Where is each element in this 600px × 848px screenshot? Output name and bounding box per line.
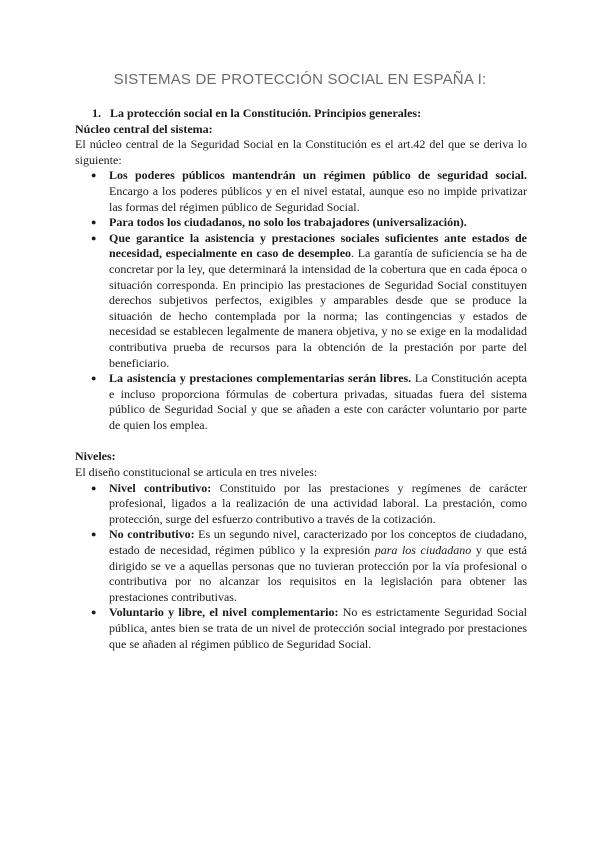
- bullet-icon: ●: [91, 170, 97, 181]
- list-item-text: . La garantía de suficiencia se ha de concretar por la ley, que determinará la intensidad de la cobertura que en cada época o situación corresponda. En principio las prestaciones de Seguridad Social constituyen derechos subjetivos perfectos, exigibles y amparables desde que se produce la situación de hecho contemplada por la norma; las contingencias y estados de necesidad se establecen legalmente de manera objetiva, y no se exige en la modalidad contributiva prueba de recursos para la obtención de la prestación por parte del beneficiario.: [109, 246, 527, 370]
- list-item-bold: Para todos los ciudadanos, no solo los trabajadores (universalización).: [109, 215, 467, 230]
- list-item-text: y que está dirigido se ve a aquellas personas que no tuvieran protección por la vía profesional o contributiva por no alcanzar los requisitos en la legislación para obtener las prestaciones contributivas.: [109, 543, 527, 604]
- list-item-text: Encargo a los poderes públicos y en el nivel estatal, aunque eso no impide privatizar las formas del régimen público de Seguridad Social.: [109, 183, 527, 214]
- levels-list: [75, 481, 527, 653]
- section-number: 1.: [92, 106, 101, 120]
- list-item-bold: La asistencia y prestaciones complementarias serán libres.: [109, 371, 412, 386]
- list-item-bold: Voluntario y libre, el nivel complementario:: [109, 605, 339, 620]
- list-item: [75, 168, 527, 215]
- bullet-icon: ●: [91, 217, 97, 228]
- bullet-icon: ●: [91, 529, 97, 540]
- spacer: [75, 433, 527, 449]
- list-item-text: Constituido por las prestaciones y regímenes de carácter profesional, ligados a la realización de una actividad laboral. La prestación, como protección, surge del esfuerzo contributivo a través de la cotización.: [109, 480, 527, 526]
- bullet-icon: ●: [91, 607, 97, 618]
- list-item: [75, 231, 527, 371]
- document-title: SISTEMAS DE PROTECCIÓN SOCIAL EN ESPAÑA I:: [113, 71, 487, 88]
- list-item-text: No es estrictamente Seguridad Social pública, antes bien se trata de un nivel de protección social integrado por prestaciones que se añaden al régimen público de Seguridad Social.: [109, 605, 527, 651]
- bullet-icon: ●: [91, 482, 97, 493]
- subheading-nucleo: Núcleo central del sistema:: [75, 121, 213, 136]
- list-item-text: La Constitución acepta e incluso proporciona fórmulas de cobertura privadas, situadas fuera del sistema público de Seguridad Social y que se añaden a este con carácter voluntario por parte de quien los emplea.: [109, 371, 527, 432]
- list-item-bold: No contributivo:: [109, 527, 195, 542]
- section-heading: [92, 106, 527, 122]
- list-item-bold: Los poderes públicos mantendrán un régimen público de seguridad social.: [109, 168, 527, 183]
- list-item: [75, 371, 527, 433]
- list-item-text: Es un segundo nivel, caracterizado por los conceptos de ciudadano, estado de necesidad, régimen público y la expresión: [109, 527, 528, 558]
- list-item-bold: Que garantice la asistencia y prestaciones sociales suficientes ante estados de necesidad, especialmente en caso de desempleo: [109, 230, 527, 261]
- bullet-icon: ●: [91, 232, 97, 243]
- bullet-icon: ●: [91, 373, 97, 384]
- subheading-niveles: Niveles:: [75, 449, 116, 464]
- list-item: [75, 527, 527, 605]
- intro-paragraph: El núcleo central de la Seguridad Social en la Constitución es el art.42 del que se deriva lo siguiente:: [75, 137, 527, 167]
- section-heading-text: La protección social en la Constitución. Principios generales:: [110, 106, 422, 120]
- list-item-bold: Nivel contributivo:: [109, 480, 212, 495]
- principles-list: [75, 168, 527, 433]
- list-item: [75, 481, 527, 528]
- list-item: [75, 215, 527, 231]
- levels-intro: El diseño constitucional se articula en tres niveles:: [75, 465, 318, 480]
- list-item-italic: para los ciudadano: [374, 543, 472, 558]
- document-body: [75, 106, 527, 652]
- list-item: [75, 605, 527, 652]
